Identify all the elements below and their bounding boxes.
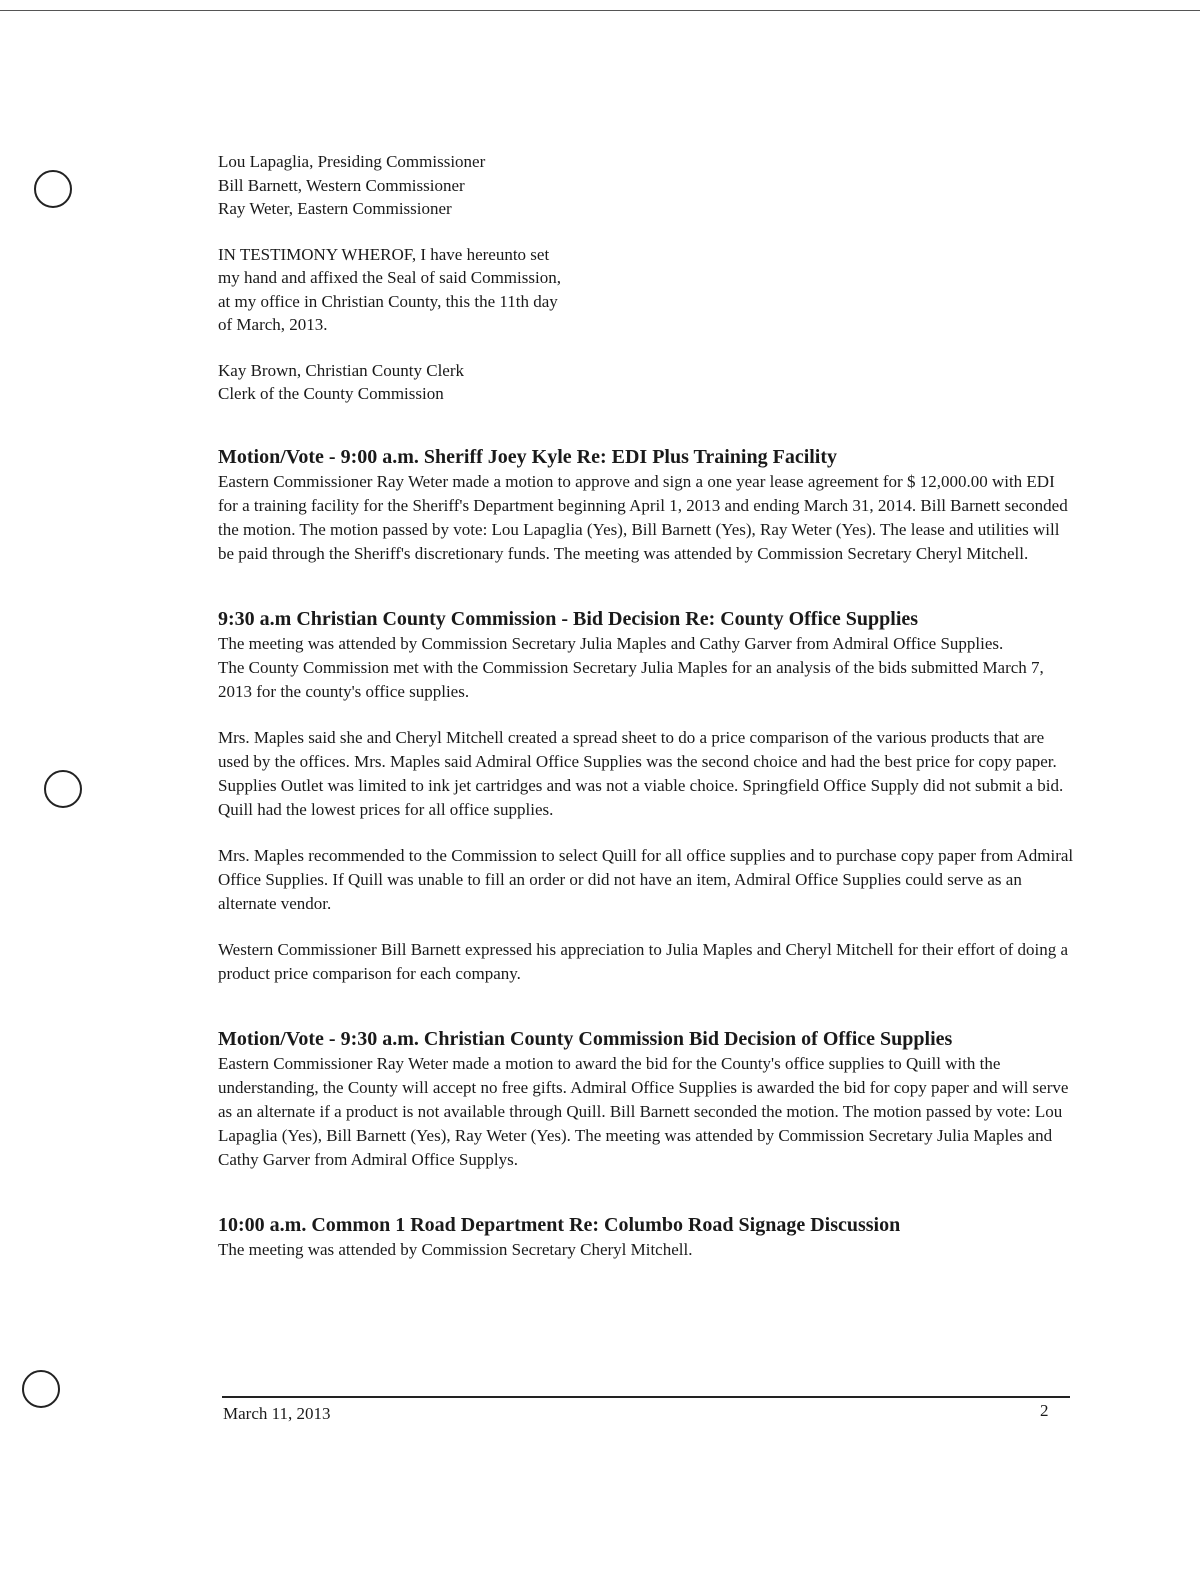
- testimony-line: my hand and affixed the Seal of said Commission,: [218, 268, 561, 287]
- section-paragraph: Mrs. Maples said she and Cheryl Mitchell created a spread sheet to do a price comparison of the various products that are used by the offices. Mrs. Maples said Admiral Office Supplies was the second choice and had the best price for copy paper. Supplies Outlet was limited to ink jet cartridges and was not a viable choice. Springfield Office Supply did not submit a bid. Quill had the lowest prices for all office supplies.: [218, 727, 1064, 819]
- section-heading: 9:30 a.m Christian County Commission - Bid Decision Re: County Office Supplies: [218, 607, 919, 630]
- section-road-signage: [218, 1212, 1078, 1262]
- section-paragraph: Western Commissioner Bill Barnett expressed his appreciation to Julia Maples and Cheryl Mitchell for their effort of doing a product price comparison for each company.: [218, 939, 1069, 983]
- section-paragraph: The County Commission met with the Commission Secretary Julia Maples for an analysis of the bids submitted March 7, 2013 for the county's office supplies.: [218, 657, 1044, 701]
- punch-hole-middle: [44, 770, 82, 808]
- section-paragraph: The meeting was attended by Commission Secretary Cheryl Mitchell.: [218, 1239, 693, 1259]
- testimony-line: at my office in Christian County, this the 11th day: [218, 291, 558, 311]
- section-paragraph: Eastern Commissioner Ray Weter made a motion to award the bid for the County's office supplies to Quill with the understanding, the County will accept no free gifts. Admiral Office Supplies is awarded the bid for copy paper and will serve as an alternate if a product is not available through Quill. Bill Barnett seconded the motion. The motion passed by vote: Lou Lapaglia (Yes), Bill Barnett (Yes), Ray Weter (Yes). The meeting was attended by Commission Secretary Julia Maples and Cathy Garver from Admiral Office Supplys.: [218, 1053, 1069, 1169]
- document-body: [218, 150, 1078, 1262]
- footer-rule: [222, 1396, 1070, 1398]
- testimony-block: [218, 243, 1078, 337]
- clerk-line: Kay Brown, Christian County Clerk: [218, 360, 465, 380]
- section-edi-training-facility: [218, 444, 1078, 566]
- section-heading: Motion/Vote - 9:30 a.m. Christian County Commission Bid Decision of Office Supplies: [218, 1027, 953, 1050]
- clerk-line: Clerk of the County Commission: [218, 384, 444, 403]
- punch-hole-top: [34, 170, 72, 208]
- footer-date: March 11, 2013: [223, 1404, 331, 1423]
- signatory-block: [218, 150, 1078, 221]
- signatory-line: Lou Lapaglia, Presiding Commissioner: [218, 152, 486, 171]
- signatory-line: Ray Weter, Eastern Commissioner: [218, 199, 452, 218]
- section-bid-decision: [218, 606, 1078, 986]
- testimony-line: of March, 2013.: [218, 315, 328, 334]
- section-paragraph: The meeting was attended by Commission Secretary Julia Maples and Cathy Garver from Admiral Office Supplies.: [218, 633, 1004, 653]
- scan-top-rule: [0, 10, 1200, 11]
- clerk-block: [218, 359, 1078, 406]
- signatory-line: Bill Barnett, Western Commissioner: [218, 175, 465, 195]
- punch-hole-bottom: [22, 1370, 60, 1408]
- section-heading: 10:00 a.m. Common 1 Road Department Re: Columbo Road Signage Discussion: [218, 1213, 901, 1236]
- section-heading: Motion/Vote - 9:00 a.m. Sheriff Joey Kyle Re: EDI Plus Training Facility: [218, 445, 838, 468]
- testimony-line: IN TESTIMONY WHEROF, I have hereunto set: [218, 244, 550, 264]
- section-motion-office-supplies: [218, 1026, 1078, 1172]
- section-paragraph: Eastern Commissioner Ray Weter made a motion to approve and sign a one year lease agreement for $ 12,000.00 with EDI for a training facility for the Sheriff's Department beginning April 1, 2013 and ending March 31, 2014. Bill Barnett seconded the motion. The motion passed by vote: Lou Lapaglia (Yes), Bill Barnett (Yes), Ray Weter (Yes). The lease and utilities will be paid through the Sheriff's discretionary funds. The meeting was attended by Commission Secretary Cheryl Mitchell.: [218, 471, 1068, 563]
- page-number: 2: [1040, 1401, 1049, 1420]
- section-paragraph: Mrs. Maples recommended to the Commission to select Quill for all office supplies and to purchase copy paper from Admiral Office Supplies. If Quill was unable to fill an order or did not have an item, Admiral Office Supplies could serve as an alternate vendor.: [218, 845, 1074, 913]
